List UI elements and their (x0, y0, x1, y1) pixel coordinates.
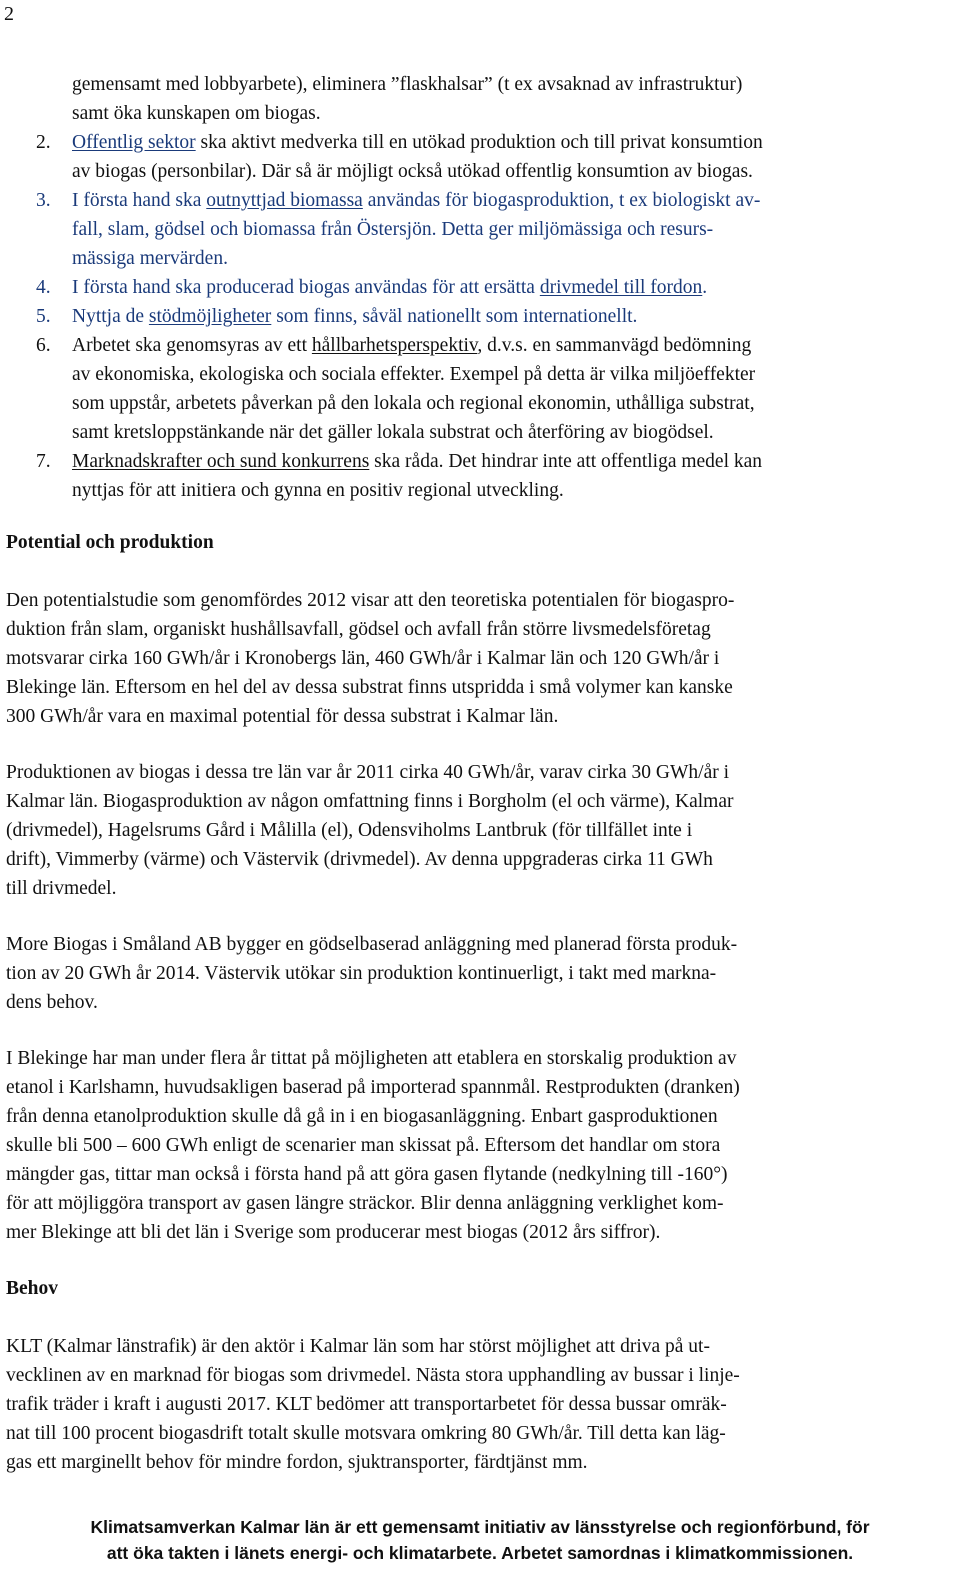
list-item-line (72, 331, 952, 360)
main-content (6, 528, 952, 1477)
list-number: 3. (36, 190, 51, 211)
page-footer (0, 1514, 960, 1566)
list-number: 5. (36, 306, 51, 327)
text-run: ska råda. Det hindrar inte att offentliga medel kan (369, 451, 763, 472)
paragraph-line: More Biogas i Småland AB bygger en gödselbaserad anläggning med planerad första produk- (6, 934, 738, 955)
paragraph-line: tion av 20 GWh år 2014. Västervik utökar sin produktion kontinuerligt, i takt med markna- (6, 963, 717, 984)
list-item-line (72, 128, 952, 157)
paragraph-line: från denna etanolproduktion skulle då gå in i en biogasanläggning. Enbart gasproduktionen (6, 1106, 718, 1127)
text-run: ska aktivt medverka till en utökad produktion och till privat konsumtion (195, 132, 763, 153)
paragraph (6, 1332, 952, 1477)
paragraph-line: mer Blekinge att bli det län i Sverige som producerar mest biogas (2012 års siffror). (6, 1222, 661, 1243)
paragraph-line: mängder gas, tittar man också i första hand på att göra gasen flytande (nedkylning till -160°) (6, 1164, 728, 1185)
paragraph-line: gas ett marginellt behov för mindre fordon, sjuktransporter, färdtjänst mm. (6, 1452, 588, 1473)
paragraph (6, 930, 952, 1017)
paragraph (6, 586, 952, 731)
paragraph-line: Kalmar län. Biogasproduktion av någon omfattning finns i Borgholm (el och värme), Kalmar (6, 791, 734, 812)
paragraph-line: nat till 100 procent biogasdrift totalt skulle motsvara omkring 80 GWh/år. Till detta kan läg- (6, 1423, 726, 1444)
list-number: 4. (36, 277, 51, 298)
text-run: . (702, 277, 708, 298)
list-number: 6. (36, 335, 51, 356)
section-heading-behov: Behov (6, 1278, 59, 1299)
hallbarhetsperspektiv-link[interactable]: hållbarhetsperspektiv (311, 335, 478, 356)
page-number: 2 (4, 3, 14, 25)
list-item-line (72, 302, 952, 331)
paragraph-line: till drivmedel. (6, 878, 117, 899)
list-item-line: fall, slam, gödsel och biomassa från Östersjön. Detta ger miljömässiga och resurs- (72, 219, 714, 240)
paragraph-line: KLT (Kalmar länstrafik) är den aktör i Kalmar län som har störst möjlighet att driva på ut- (6, 1336, 710, 1357)
text-run: I första hand ska (72, 190, 207, 211)
paragraph-line: 300 GWh/år vara en maximal potential för dessa substrat i Kalmar län. (6, 706, 559, 727)
list-item (36, 70, 952, 128)
goal-list (36, 70, 952, 505)
list-item-line (72, 273, 952, 302)
text-run: , d.v.s. en sammanvägd bedömning (477, 335, 752, 356)
list-item-line: mässiga mervärden. (72, 248, 228, 269)
list-item-line: av ekonomiska, ekologiska och sociala effekter. Exempel på detta är vilka miljöeffekter (72, 364, 756, 385)
text-run: användas för biogasproduktion, t ex biologiskt av- (362, 190, 761, 211)
list-item (36, 186, 952, 273)
paragraph-line: Den potentialstudie som genomfördes 2012 visar att den teoretiska potentialen för biogaspro- (6, 590, 735, 611)
list-item (36, 447, 952, 505)
text-run: Nyttja de (72, 306, 149, 327)
list-item-line: gemensamt med lobbyarbete), eliminera ”flaskhalsar” (t ex avsaknad av infrastruktur) (72, 74, 743, 95)
paragraph-line: skulle bli 500 – 600 GWh enligt de scenarier man skissat på. Eftersom det handlar om stora (6, 1135, 721, 1156)
list-item-line: av biogas (personbilar). Där så är möjligt också utökad offentlig konsumtion av biogas. (72, 161, 753, 182)
paragraph-line: vecklinen av en marknad för biogas som drivmedel. Nästa stora upphandling av bussar i linje- (6, 1365, 740, 1386)
offentlig-sektor-link[interactable]: Offentlig sektor (72, 132, 196, 153)
footer-line: Klimatsamverkan Kalmar län är ett gemensamt initiativ av länsstyrelse och regionförbund, för (90, 1517, 870, 1537)
list-item (36, 302, 952, 331)
text-run: som finns, såväl nationellt som internationellt. (271, 306, 638, 327)
paragraph-line: dens behov. (6, 992, 98, 1013)
text-run: I första hand ska producerad biogas användas för att ersätta (72, 277, 540, 298)
paragraph-line: I Blekinge har man under flera år tittat på möjligheten att etablera en storskalig produktion av (6, 1048, 737, 1069)
list-item (36, 273, 952, 302)
paragraph (6, 758, 952, 903)
paragraph (6, 1044, 952, 1247)
list-item-line: nyttjas för att initiera och gynna en positiv regional utveckling. (72, 480, 564, 501)
list-item (36, 331, 952, 447)
text-run: Arbetet ska genomsyras av ett (72, 335, 312, 356)
list-item-line: som uppstår, arbetets påverkan på den lokala och regional ekonomin, uthålliga substrat, (72, 393, 755, 414)
list-item (36, 128, 952, 186)
list-item-line (72, 186, 952, 215)
paragraph-line: (drivmedel), Hagelsrums Gård i Målilla (el), Odensviholms Lantbruk (för tillfället inte i (6, 820, 693, 841)
paragraph-line: etanol i Karlshamn, huvudsakligen baserad på importerad spannmål. Restprodukten (dranken) (6, 1077, 740, 1098)
paragraph-line: Blekinge län. Eftersom en hel del av dessa substrat finns utspridda i små volymer kan kanske (6, 677, 733, 698)
stodmojligheter-link[interactable]: stödmöjligheter (148, 306, 272, 327)
list-number: 7. (36, 451, 51, 472)
paragraph-line: motsvarar cirka 160 GWh/år i Kronobergs län, 460 GWh/år i Kalmar län och 120 GWh/år i (6, 648, 720, 669)
section-heading-potential: Potential och produktion (6, 532, 214, 553)
paragraph-line: drift), Vimmerby (värme) och Västervik (drivmedel). Av denna uppgraderas cirka 11 GWh (6, 849, 713, 870)
outnyttjad-biomassa-link[interactable]: outnyttjad biomassa (206, 190, 363, 211)
list-item-line: samt kretsloppstänkande när det gäller lokala substrat och återföring av biogödsel. (72, 422, 714, 443)
drivmedel-link[interactable]: drivmedel till fordon (539, 277, 703, 298)
paragraph-line: för att möjliggöra transport av gasen längre sträckor. Blir denna anläggning verklighet kom- (6, 1193, 724, 1214)
paragraph-line: Produktionen av biogas i dessa tre län var år 2011 cirka 40 GWh/år, varav cirka 30 GWh/år i (6, 762, 730, 783)
list-item-line (72, 447, 952, 476)
list-number: 2. (36, 132, 51, 153)
footer-line: att öka takten i länets energi- och klimatarbete. Arbetet samordnas i klimatkommissionen. (106, 1543, 854, 1563)
list-item-line: samt öka kunskapen om biogas. (72, 103, 321, 124)
paragraph-line: duktion från slam, organiskt hushållsavfall, gödsel och avfall från större livsmedelsföretag (6, 619, 711, 640)
marknadskrafter-link[interactable]: Marknadskrafter och sund konkurrens (72, 451, 370, 472)
paragraph-line: trafik träder i kraft i augusti 2017. KLT bedömer att transportarbetet för dessa bussar omräk- (6, 1394, 727, 1415)
